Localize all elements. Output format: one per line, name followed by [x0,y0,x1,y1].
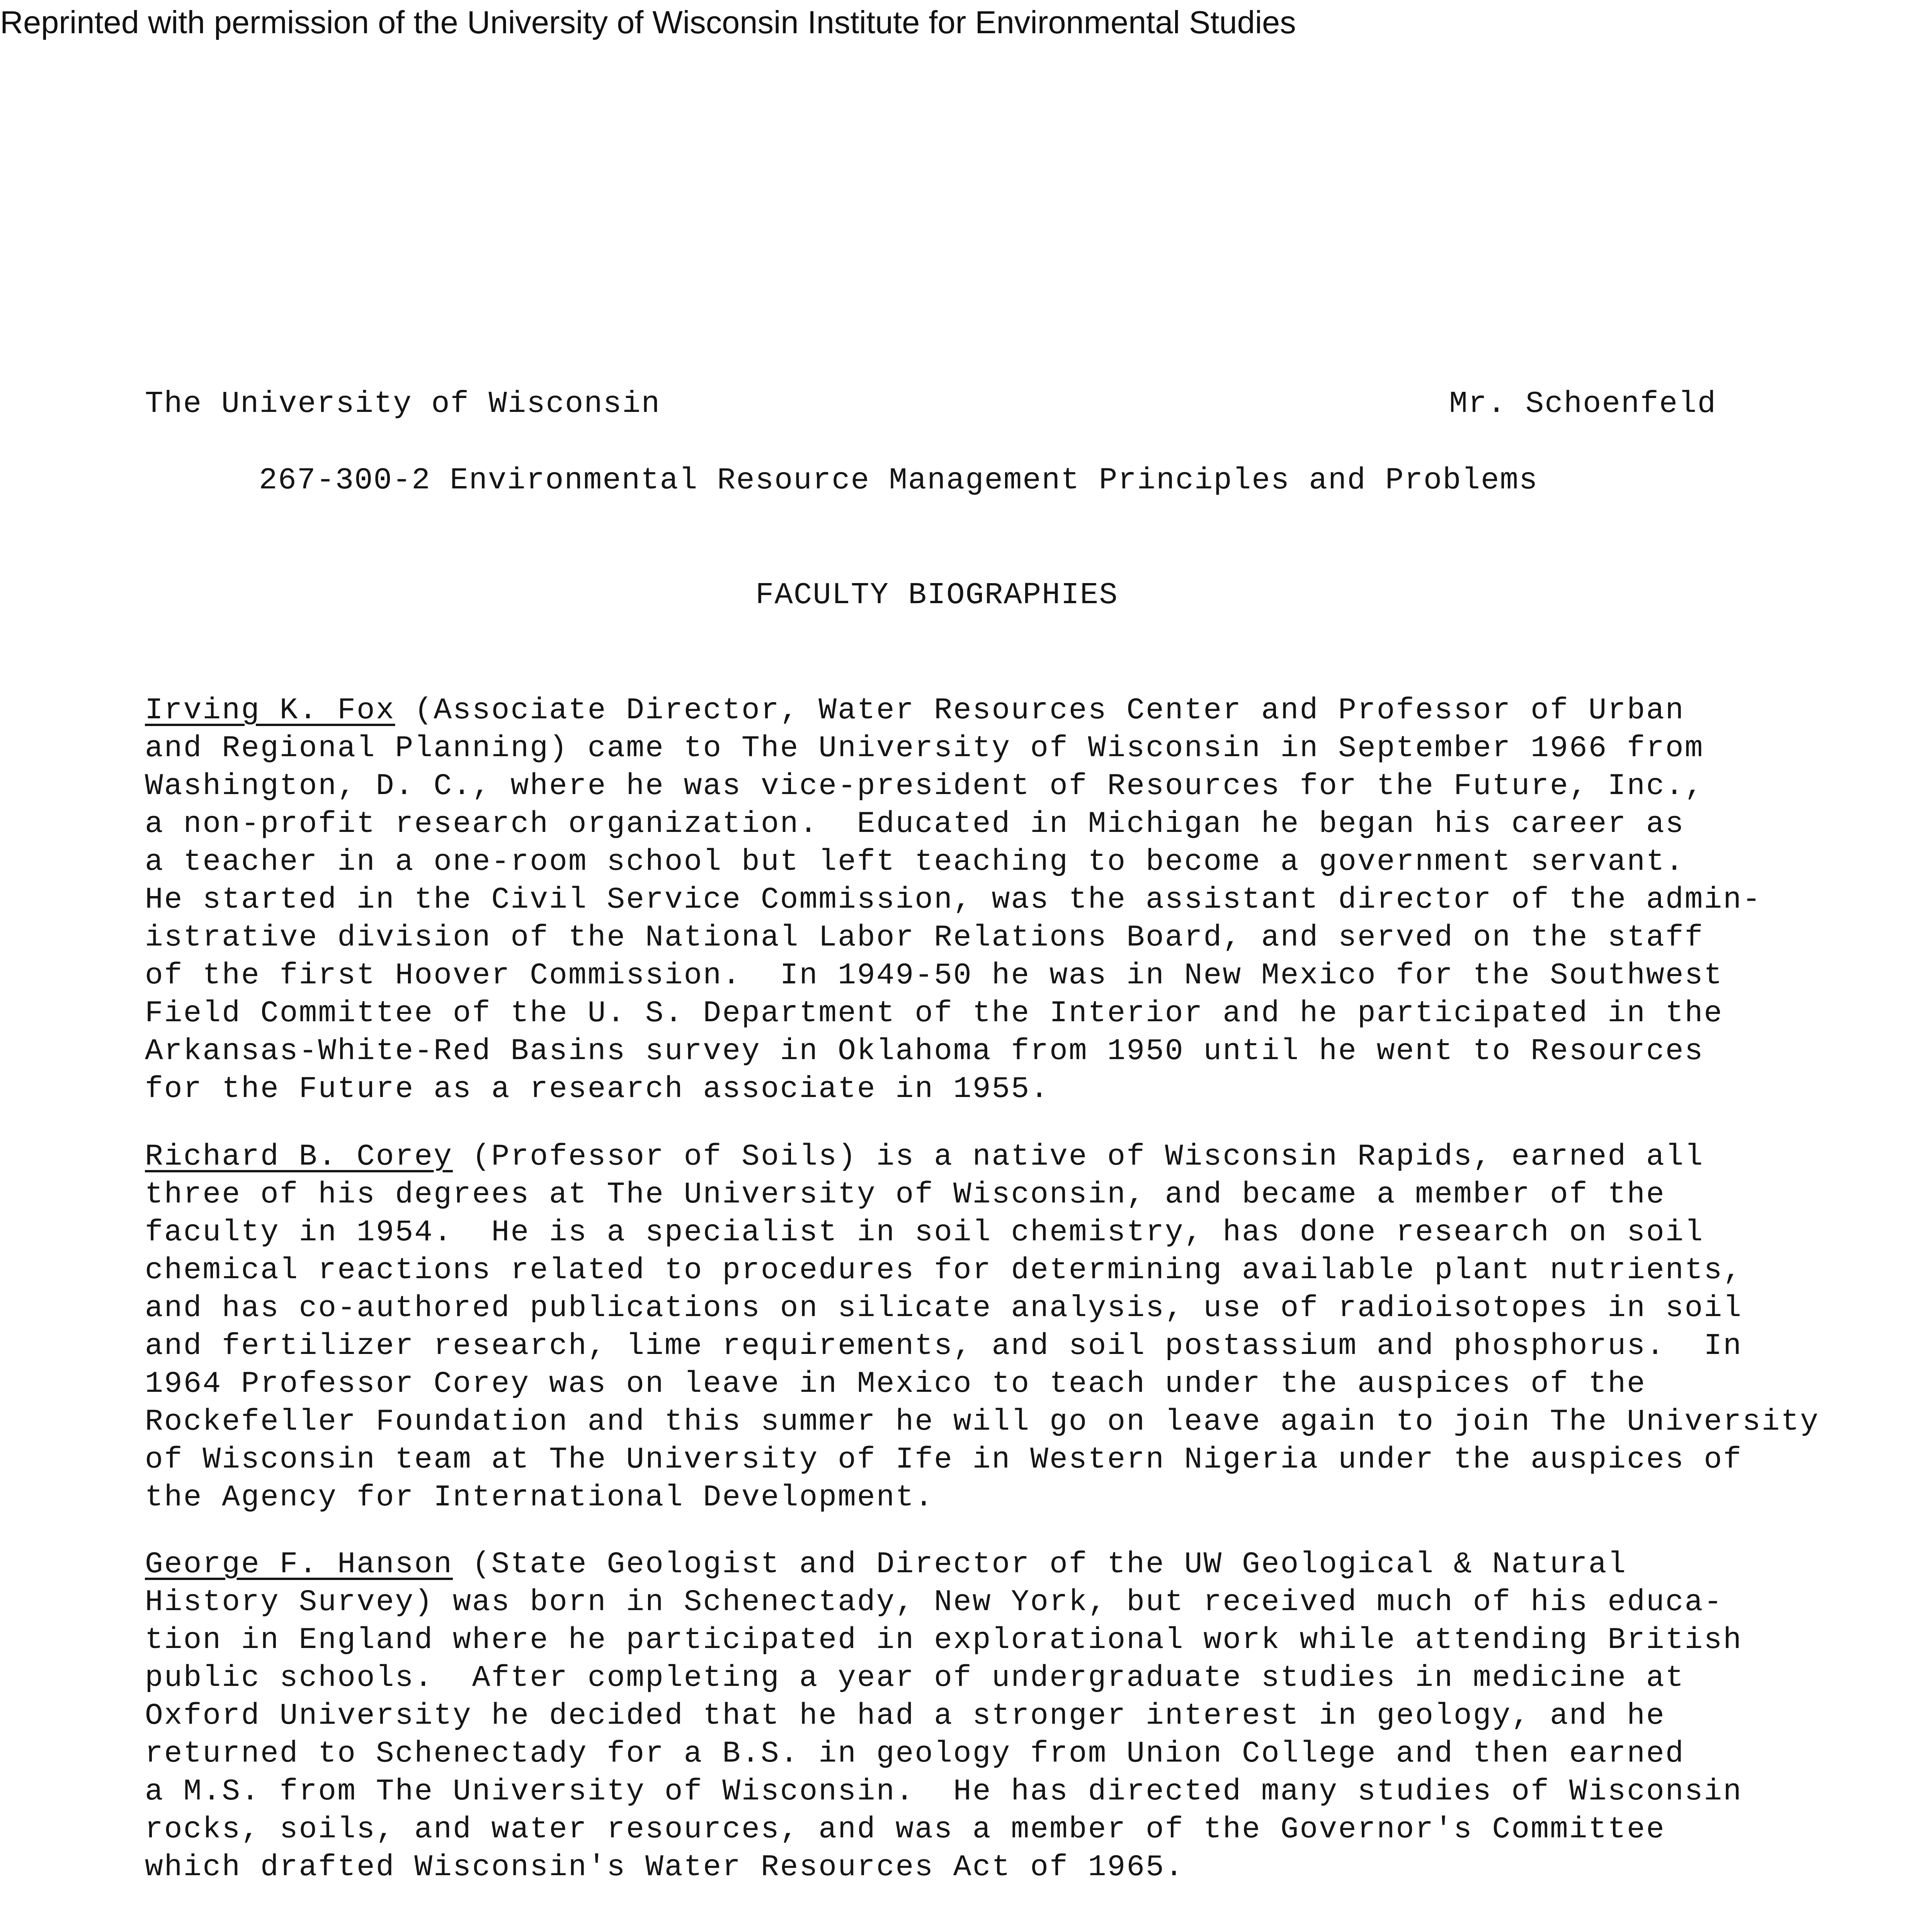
bio-line: Arkansas-White-Red Basins survey in Oklahoma from 1950 until he went to Resources [145,1034,1704,1068]
bio-irving-fox [145,692,1837,1108]
bio-text: (Associate Director, Water Resources Center and Professor of Urban [395,694,1685,728]
faculty-name: Richard B. Corey [145,1140,453,1174]
bio-line: He started in the Civil Service Commission, was the assistant director of the admin- [145,883,1762,917]
bio-line: a teacher in a one-room school but left teaching to become a government servant. [145,845,1685,879]
bio-line: returned to Schenectady for a B.S. in geology from Union College and then earned [145,1737,1685,1771]
bio-line: chemical reactions related to procedures for determining available plant nutrients, [145,1253,1743,1287]
reprint-notice: Reprinted with permission of the University of Wisconsin Institute for Environmental Studies [0,4,1296,40]
bio-line: 1964 Professor Corey was on leave in Mexico to teach under the auspices of the [145,1367,1646,1401]
bio-line: faculty in 1954. He is a specialist in soil chemistry, has done research on soil [145,1216,1704,1250]
bio-george-hanson [145,1546,1837,1886]
bio-text: (State Geologist and Director of the UW Geological & Natural [452,1548,1627,1582]
bio-line: a non-profit research organization. Educated in Michigan he began his career as [145,807,1685,841]
bio-line: the Agency for International Development. [145,1481,934,1515]
bio-line: public schools. After completing a year of undergraduate studies in medicine at [145,1661,1685,1695]
bio-richard-corey [145,1138,1837,1517]
bio-line: tion in England where he participated in explorational work while attending British [145,1623,1743,1657]
institution-name: The University of Wisconsin [145,386,661,421]
faculty-name: George F. Hanson [145,1548,453,1582]
page-heading: FACULTY BIOGRAPHIES [755,578,1118,612]
bio-line: istrative division of the National Labor Relations Board, and served on the staff [145,921,1704,955]
faculty-name: Irving K. Fox [145,694,395,728]
bio-line: Field Committee of the U. S. Department of the Interior and he participated in the [145,997,1723,1031]
bio-line: three of his degrees at The University of Wisconsin, and became a member of the [145,1178,1665,1212]
bio-line: for the Future as a research associate in 1955. [145,1072,1050,1106]
bio-line [145,1138,1837,1176]
bio-line: Oxford University he decided that he had a stronger interest in geology, and he [145,1699,1665,1733]
bio-line: which drafted Wisconsin's Water Resources Act of 1965. [145,1850,1184,1884]
bio-text: (Professor of Soils) is a native of Wisconsin Rapids, earned all [452,1140,1704,1174]
bio-line: and fertilizer research, lime requirements, and soil postassium and phosphorus. In [145,1329,1743,1363]
bio-line: and Regional Planning) came to The University of Wisconsin in September 1966 from [145,731,1704,765]
bio-line: Washington, D. C., where he was vice-president of Resources for the Future, Inc., [145,769,1704,803]
bio-line: and has co-authored publications on silicate analysis, use of radioisotopes in soil [145,1291,1743,1325]
instructor-name: Mr. Schoenfeld [1449,386,1716,421]
bio-line: rocks, soils, and water resources, and was a member of the Governor's Committee [145,1813,1665,1847]
bio-line: a M.S. from The University of Wisconsin. He has directed many studies of Wisconsin [145,1775,1743,1809]
course-title: 267-300-2 Environmental Resource Management Principles and Problems [259,463,1538,498]
bio-line [145,1546,1837,1583]
bio-line [145,692,1837,730]
bio-line: of the first Hoover Commission. In 1949-50 he was in New Mexico for the Southwest [145,959,1723,993]
bio-line: of Wisconsin team at The University of Ife in Western Nigeria under the auspices of [145,1443,1743,1477]
bio-line: Rockefeller Foundation and this summer he will go on leave again to join The University [145,1405,1820,1439]
bio-line: History Survey) was born in Schenectady, New York, but received much of his educa- [145,1585,1723,1619]
